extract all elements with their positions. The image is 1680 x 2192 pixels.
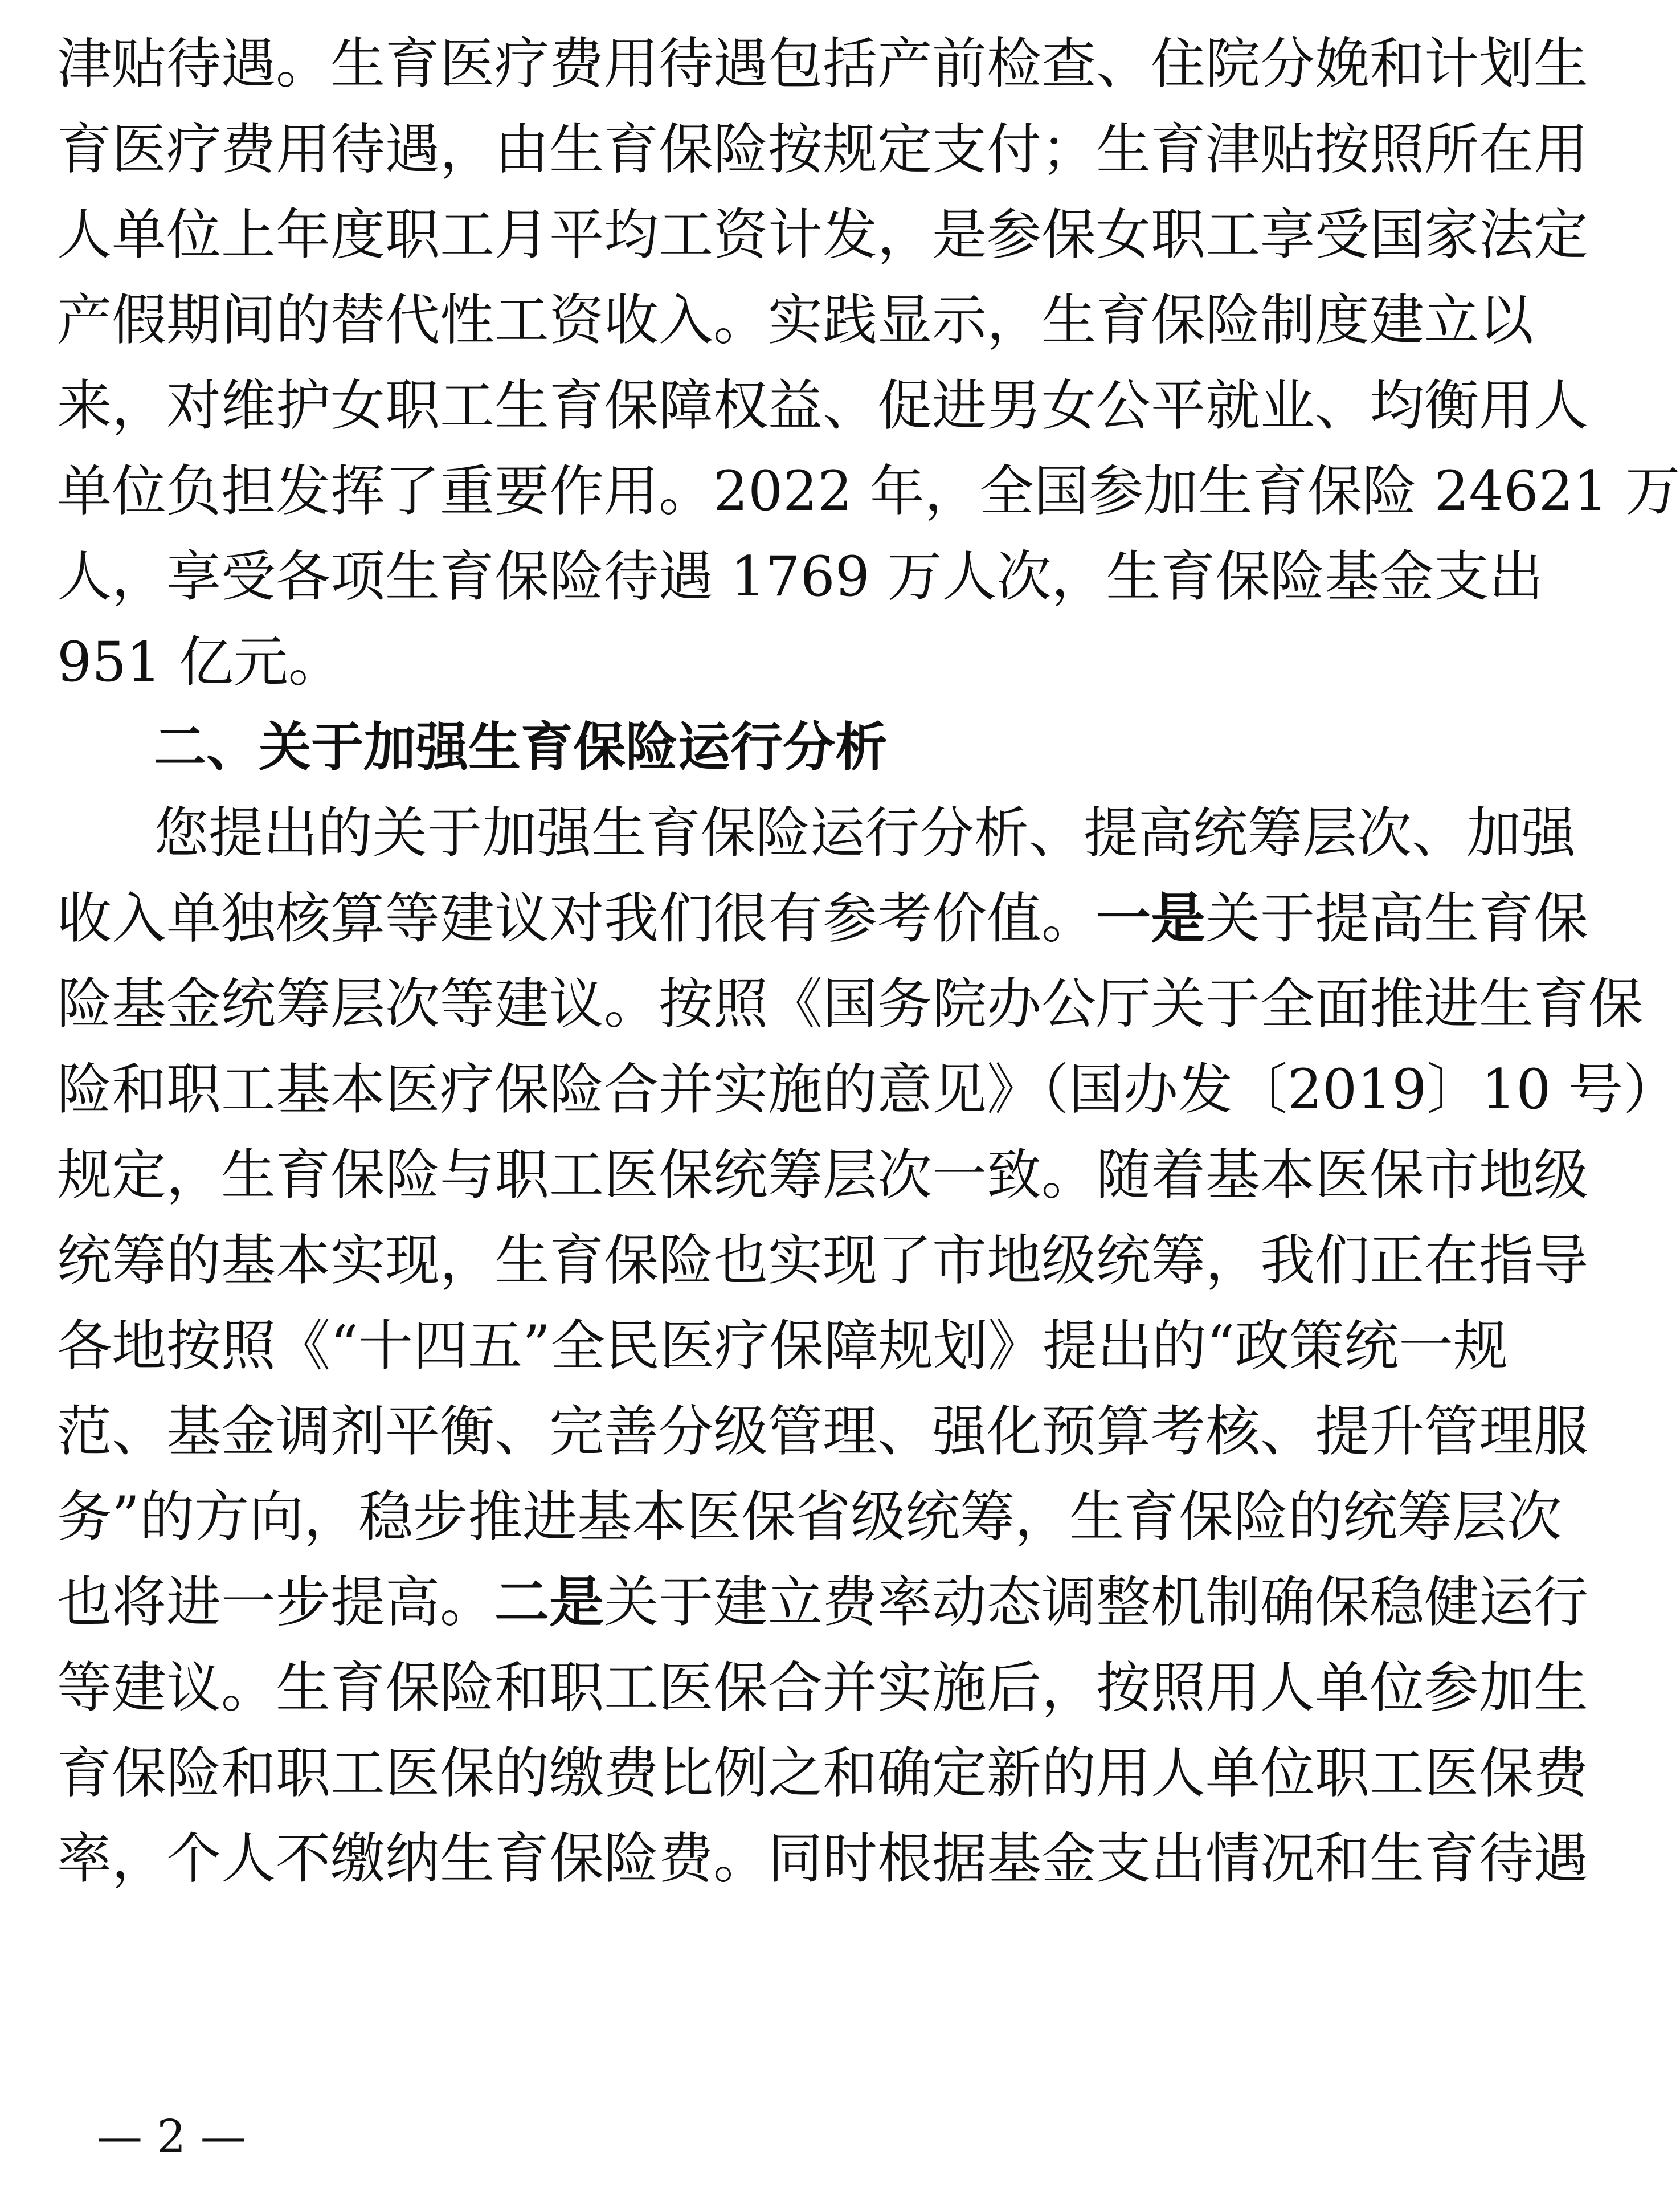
- paragraph2-line-2: [57, 876, 1588, 961]
- paragraph1-line-5: 来，对维护女职工生育保障权益、促进男女公平就业、均衡用人: [57, 374, 1588, 438]
- paragraph2-line-10: [57, 1560, 1588, 1645]
- paragraph2-line-11: 等建议。生育保险和职工医保合并实施后，按照用人单位参加生: [57, 1656, 1588, 1720]
- paragraph2-line-4: 险和职工基本医疗保险合并实施的意见》（国办发〔2019〕10 号）: [57, 1058, 1678, 1121]
- point-one-label: 一是: [1096, 887, 1205, 950]
- page-number: — 2 —: [97, 2110, 246, 2163]
- paragraph2-line-10-text-after: 关于建立费率动态调整机制确保稳健运行: [604, 1570, 1588, 1634]
- paragraph2-line-5: 规定，生育保险与职工医保统筹层次一致。随着基本医保市地级: [57, 1143, 1588, 1207]
- section-heading: 二、关于加强生育保险运行分析: [154, 717, 888, 778]
- paragraph1-line-1: 津贴待遇。生育医疗费用待遇包括产前检查、住院分娩和计划生: [57, 32, 1588, 96]
- paragraph1-line-7: 人，享受各项生育保险待遇 1769 万人次，生育保险基金支出: [57, 545, 1544, 609]
- paragraph2-line-13: 率，个人不缴纳生育保险费。同时根据基金支出情况和生育待遇: [57, 1827, 1588, 1891]
- paragraph1-line-8: 951 亿元。: [57, 630, 343, 694]
- paragraph2-line-8: 范、基金调剂平衡、完善分级管理、强化预算考核、提升管理服: [57, 1399, 1588, 1463]
- paragraph2-line-9: 务”的方向，稳步推进基本医保省级统筹，生育保险的统筹层次: [57, 1485, 1562, 1549]
- paragraph1-line-3: 人单位上年度职工月平均工资计发，是参保女职工享受国家法定: [57, 203, 1588, 267]
- paragraph2-line-6: 统筹的基本实现，生育保险也实现了市地级统筹，我们正在指导: [57, 1228, 1588, 1292]
- paragraph1-line-2: 育医疗费用待遇，由生育保险按规定支付；生育津贴按照所在用: [57, 117, 1588, 181]
- point-two-label: 二是: [494, 1570, 604, 1634]
- paragraph1-line-6: 单位负担发挥了重要作用。2022 年，全国参加生育保险 24621 万: [57, 459, 1680, 523]
- paragraph2-line-2-text-after: 关于提高生育保: [1205, 887, 1588, 950]
- paragraph2-line-12: 育保险和职工医保的缴费比例之和确定新的用人单位职工医保费: [57, 1741, 1588, 1805]
- paragraph2-line-7: 各地按照《“十四五”全民医疗保障规划》提出的“政策统一规: [57, 1314, 1509, 1378]
- paragraph2-line-3: 险基金统筹层次等建议。按照《国务院办公厅关于全面推进生育保: [57, 972, 1643, 1036]
- paragraph2-line-2-text-before: 收入单独核算等建议对我们很有参考价值。: [57, 887, 1096, 950]
- paragraph2-line-10-text-before: 也将进一步提高。: [57, 1570, 494, 1634]
- paragraph1-line-4: 产假期间的替代性工资收入。实践显示，生育保险制度建立以: [57, 288, 1534, 352]
- paragraph2-line-1: 您提出的关于加强生育保险运行分析、提高统筹层次、加强: [154, 801, 1576, 865]
